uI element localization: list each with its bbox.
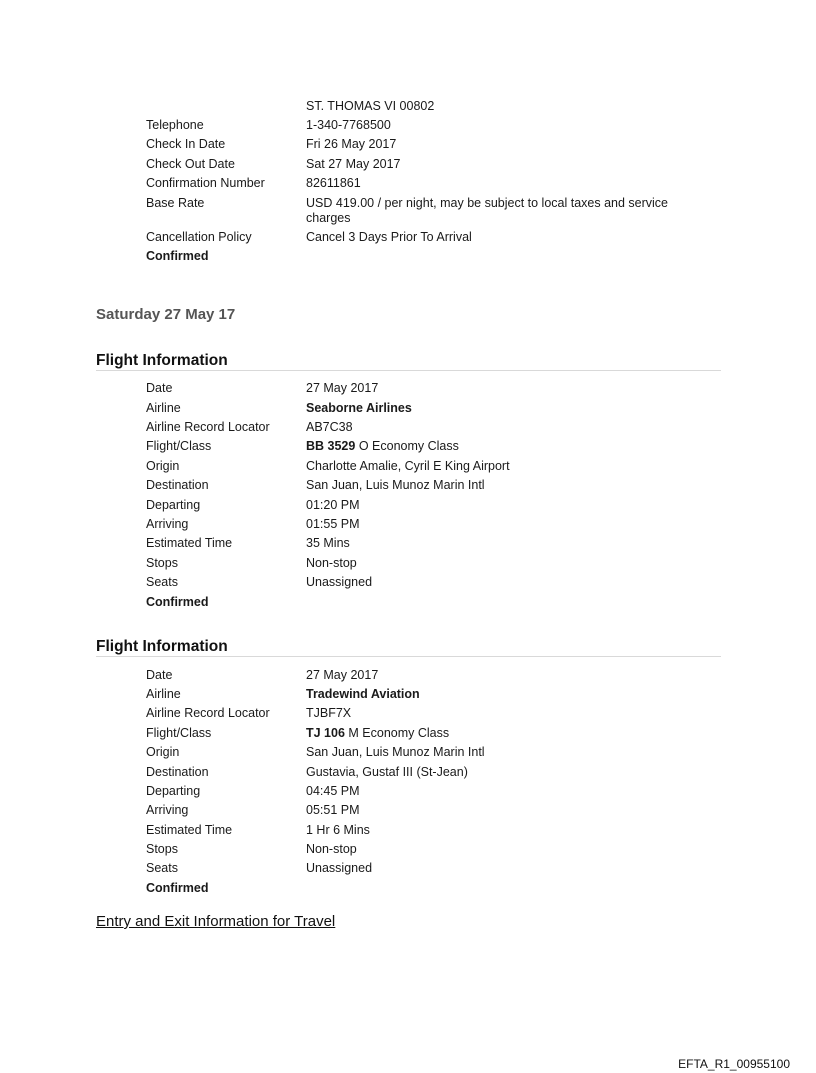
flight-row-departing xyxy=(146,498,716,517)
row-value: 82611861 xyxy=(306,176,361,190)
row-value: Unassigned xyxy=(306,575,373,589)
row-value: Gustavia, Gustaf III (St-Jean) xyxy=(306,765,468,779)
row-label: Origin xyxy=(146,745,180,759)
row-value: 05:51 PM xyxy=(306,803,360,817)
row-value: 1 Hr 6 Mins xyxy=(306,823,370,837)
flight-row-airline xyxy=(146,687,716,706)
flight-row-date xyxy=(146,668,716,687)
section-title: Flight Information xyxy=(96,638,228,655)
row-value: San Juan, Luis Munoz Marin Intl xyxy=(306,478,485,492)
row-label: Airline Record Locator xyxy=(146,706,270,720)
row-value: Cancel 3 Days Prior To Arrival xyxy=(306,230,472,244)
row-value: Charlotte Amalie, Cyril E King Airport xyxy=(306,459,510,473)
row-value: 27 May 2017 xyxy=(306,381,379,395)
row-value: 01:55 PM xyxy=(306,517,360,531)
flight-row-destination xyxy=(146,765,716,784)
flight-status: Confirmed xyxy=(146,595,209,609)
row-value: Sat 27 May 2017 xyxy=(306,157,401,171)
section-title: Flight Information xyxy=(96,352,228,369)
row-label: Airline Record Locator xyxy=(146,420,270,434)
row-value: 01:20 PM xyxy=(306,498,360,512)
row-label: Date xyxy=(146,668,173,682)
airline-name: Seaborne Airlines xyxy=(306,401,412,415)
flight-row-airline xyxy=(146,401,716,420)
hotel-address: ST. THOMAS VI 00802 xyxy=(306,99,435,113)
row-label: Departing xyxy=(146,784,201,798)
row-value: San Juan, Luis Munoz Marin Intl xyxy=(306,745,485,759)
flight-row-origin xyxy=(146,459,716,478)
row-value xyxy=(306,439,706,454)
row-label: Airline xyxy=(146,401,181,415)
airline-name: Tradewind Aviation xyxy=(306,687,420,701)
row-label: Arriving xyxy=(146,803,189,817)
day-heading: Saturday 27 May 17 xyxy=(96,306,236,323)
row-value: 1-340-7768500 xyxy=(306,118,391,132)
section-divider xyxy=(96,370,721,371)
row-label: Check In Date xyxy=(146,137,226,151)
row-label: Stops xyxy=(146,842,178,856)
row-label: Cancellation Policy xyxy=(146,230,252,244)
row-label: Destination xyxy=(146,765,209,779)
row-value: 35 Mins xyxy=(306,536,350,550)
flight-row-arriving xyxy=(146,803,716,822)
row-value: 27 May 2017 xyxy=(306,668,379,682)
flight-number: TJ 106 xyxy=(306,726,345,740)
flight-row-date xyxy=(146,381,716,400)
row-label: Seats xyxy=(146,861,178,875)
flight-row-class xyxy=(146,439,716,458)
flight-class: M Economy Class xyxy=(348,726,450,740)
hotel-confirmation-row xyxy=(146,176,716,195)
row-label: Seats xyxy=(146,575,178,589)
hotel-checkin-row xyxy=(146,137,716,156)
row-value: Fri 26 May 2017 xyxy=(306,137,397,151)
flight-row-destination xyxy=(146,478,716,497)
document-id: EFTA_R1_00955100 xyxy=(678,1057,790,1071)
hotel-checkout-row xyxy=(146,157,716,176)
flight-row-stops xyxy=(146,842,716,861)
row-label: Check Out Date xyxy=(146,157,235,171)
hotel-telephone-row xyxy=(146,118,716,137)
flight-row-stops xyxy=(146,556,716,575)
hotel-base-rate-row xyxy=(146,196,716,228)
row-label: Airline xyxy=(146,687,181,701)
flight-row-class xyxy=(146,726,716,745)
hotel-status: Confirmed xyxy=(146,249,209,263)
row-label: Origin xyxy=(146,459,180,473)
row-value: Unassigned xyxy=(306,861,373,875)
flight-number: BB 3529 xyxy=(306,439,356,453)
hotel-address-row xyxy=(146,99,716,118)
flight-row-locator xyxy=(146,706,716,725)
flight-row-departing xyxy=(146,784,716,803)
flight-row-locator xyxy=(146,420,716,439)
row-label: Date xyxy=(146,381,173,395)
row-label: Stops xyxy=(146,556,178,570)
row-label: Confirmation Number xyxy=(146,176,265,190)
section-divider xyxy=(96,656,721,657)
row-label: Estimated Time xyxy=(146,536,233,550)
flight-row-estimated-time xyxy=(146,536,716,555)
row-label: Departing xyxy=(146,498,201,512)
flight-row-arriving xyxy=(146,517,716,536)
row-value: AB7C38 xyxy=(306,420,353,434)
flight-row-estimated-time xyxy=(146,823,716,842)
flight-row-origin xyxy=(146,745,716,764)
hotel-cancellation-row xyxy=(146,230,716,249)
row-label: Flight/Class xyxy=(146,726,212,740)
flight-row-seats xyxy=(146,575,716,594)
row-value: Non-stop xyxy=(306,842,357,856)
row-value: TJBF7X xyxy=(306,706,352,720)
row-value: 04:45 PM xyxy=(306,784,360,798)
row-label: Flight/Class xyxy=(146,439,212,453)
flight-status: Confirmed xyxy=(146,881,209,895)
row-label: Destination xyxy=(146,478,209,492)
entry-exit-info-link[interactable]: Entry and Exit Information for Travel xyxy=(96,913,336,930)
row-value: Non-stop xyxy=(306,556,357,570)
flight-class: O Economy Class xyxy=(358,439,459,453)
row-label: Arriving xyxy=(146,517,189,531)
row-label: Telephone xyxy=(146,118,204,132)
row-label: Base Rate xyxy=(146,196,205,210)
flight-row-seats xyxy=(146,861,716,880)
row-label: Estimated Time xyxy=(146,823,233,837)
row-value xyxy=(306,726,706,741)
row-value: USD 419.00 / per night, may be subject to local taxes and service charges xyxy=(306,196,668,225)
